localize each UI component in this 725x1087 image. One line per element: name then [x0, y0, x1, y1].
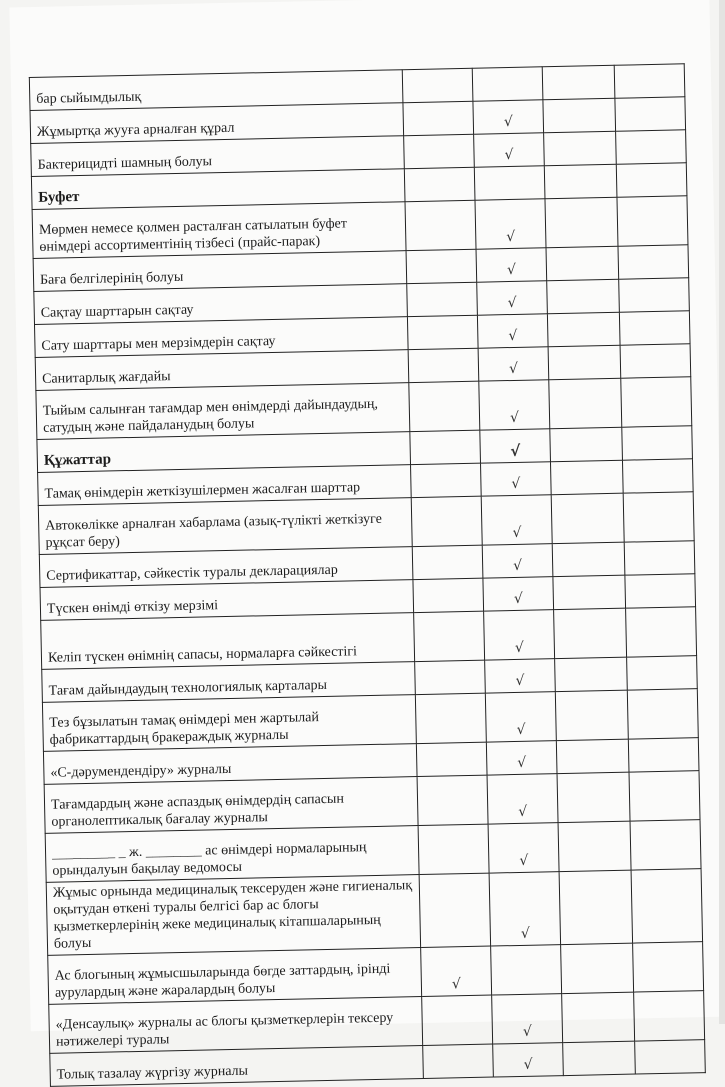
requirement-text: бар сыйымдылық [29, 70, 403, 111]
empty-cell [411, 496, 482, 546]
empty-cell [543, 98, 616, 133]
empty-cell [403, 101, 474, 135]
checkmark-cell: √ [474, 133, 545, 167]
requirement-text: Келіп түскен өнімнің сапасы, нормаларға сәйкестігі [41, 613, 415, 670]
empty-cell [419, 873, 491, 947]
requirement-text: Сертификаттар, сәйкестік туралы декларациялар [39, 547, 413, 588]
empty-cell [557, 772, 630, 822]
requirement-text: Мөрмен немесе қолмен расталған сатылатын буфет өнімдері ассортиментінің тізбесі (прайс-парак) [32, 202, 406, 259]
empty-cell [545, 197, 618, 247]
empty-cell [623, 492, 694, 542]
empty-cell [556, 739, 629, 774]
checkmark-cell: √ [476, 248, 547, 282]
requirement-text: Жұмыс орнында медициналық тексеруден және гигиеналық оқытудан өткені туралы белгісі бар ас блогы қызметкерлерінің жеке медициналық кітапшаларының болуы [46, 875, 420, 956]
checkmark-cell: √ [480, 429, 551, 463]
empty-cell [630, 820, 701, 870]
empty-cell [417, 775, 488, 825]
empty-cell [619, 278, 690, 312]
empty-cell [472, 67, 543, 101]
empty-cell [411, 463, 482, 497]
empty-cell [547, 279, 620, 314]
empty-cell [625, 574, 696, 608]
empty-cell [412, 545, 483, 579]
empty-cell [546, 246, 619, 281]
empty-cell [555, 690, 628, 740]
requirement-text: Тағам дайындаудың технологиялық карталары [42, 662, 416, 703]
empty-cell [422, 995, 493, 1045]
empty-cell [408, 348, 479, 382]
requirement-text: Түскен өнімді өткізу мерзімі [40, 580, 414, 621]
checkmark-cell: √ [493, 1043, 564, 1077]
empty-cell [416, 742, 487, 776]
requirement-text: Бактерицидті шамның болуы [31, 136, 405, 177]
empty-cell [413, 578, 484, 612]
empty-cell [554, 608, 627, 658]
requirement-text: Тыйым салынған тағамдар мен өнімдерді дайындаудың, сатудың және пайдаланудың болуы [36, 383, 410, 440]
empty-cell [616, 163, 687, 197]
empty-cell [620, 344, 691, 378]
checkmark-cell: √ [477, 281, 548, 315]
checkmark-cell: √ [478, 347, 549, 381]
empty-cell [407, 282, 478, 316]
checkmark-cell: √ [486, 741, 557, 775]
empty-cell [415, 693, 486, 743]
empty-cell [615, 97, 686, 131]
empty-cell [551, 493, 624, 543]
empty-cell [628, 738, 699, 772]
checkmark-cell: √ [482, 544, 553, 578]
requirement-text: Санитарлық жағдайы [35, 350, 409, 391]
empty-cell [552, 542, 625, 577]
empty-cell [622, 426, 693, 460]
section-title: Буфет [31, 169, 405, 210]
empty-cell [559, 870, 633, 944]
requirement-text: Сақтау шарттарын сақтау [34, 284, 408, 325]
empty-cell [404, 134, 475, 168]
requirement-text: Ас блогының жұмысшыларында бөгде заттардың, ірінді аурулардың және жаралардың болуы [48, 948, 422, 1005]
checkmark-cell: √ [485, 659, 556, 693]
empty-cell [633, 942, 704, 992]
empty-cell [626, 607, 697, 657]
empty-cell [406, 249, 477, 283]
empty-cell [405, 200, 476, 250]
empty-cell [618, 245, 689, 279]
empty-cell [547, 312, 620, 347]
requirement-text: Толық тазалау жүргізу журналы [50, 1046, 424, 1087]
empty-cell [553, 575, 626, 610]
empty-cell [621, 377, 692, 427]
empty-cell [544, 164, 617, 199]
checkmark-cell: √ [477, 314, 548, 348]
checkmark-cell: √ [484, 610, 555, 660]
checkmark-cell: √ [492, 994, 563, 1044]
empty-cell [550, 460, 623, 495]
checkmark-cell: √ [481, 462, 552, 496]
empty-cell [550, 427, 623, 462]
page-edge [719, 0, 725, 1024]
requirement-text: «С-дәрумендендіру» журналы [43, 744, 417, 785]
empty-cell [627, 656, 698, 690]
empty-cell [614, 64, 685, 98]
empty-cell [555, 657, 628, 692]
requirement-text: Тамақ өнімдерін жеткізушілермен жасалған шарттар [38, 465, 412, 506]
empty-cell [631, 869, 703, 943]
empty-cell [562, 992, 635, 1042]
requirement-text: Баға белгілерінің болуы [33, 251, 407, 292]
checkmark-cell: √ [489, 872, 561, 946]
empty-cell [616, 130, 687, 164]
empty-cell [414, 611, 485, 661]
requirement-text: Тез бұзылатын тамақ өнімдері мен жартылай фабрикаттардың бракераждық журналы [42, 695, 416, 752]
empty-cell [542, 65, 615, 100]
empty-cell [563, 1041, 636, 1076]
checkmark-cell: √ [488, 823, 559, 873]
checkmark-cell: √ [487, 774, 558, 824]
empty-cell [635, 1040, 706, 1074]
empty-cell [402, 68, 473, 102]
section-title: Құжаттар [37, 432, 411, 473]
empty-cell [624, 541, 695, 575]
requirement-text: Сату шарттары мен мерзімдерін сақтау [34, 317, 408, 358]
empty-cell [629, 771, 700, 821]
empty-cell [491, 945, 562, 995]
empty-cell [423, 1044, 494, 1078]
empty-cell [549, 378, 622, 428]
checkmark-cell: √ [483, 577, 554, 611]
inspection-checklist-table [29, 63, 706, 1087]
empty-cell [404, 167, 475, 201]
empty-cell [544, 131, 617, 166]
empty-cell [558, 821, 631, 871]
requirement-text: Автокөлікке арналған хабарлама (азық-түлікті жеткізуге рұқсат беру) [38, 498, 412, 555]
checkmark-cell: √ [481, 495, 552, 545]
checkmark-cell: √ [421, 946, 492, 996]
empty-cell [622, 459, 693, 493]
empty-cell [619, 311, 690, 345]
empty-cell [474, 166, 545, 200]
empty-cell [407, 315, 478, 349]
requirement-text: Жұмыртқа жууға арналған құрал [30, 103, 404, 144]
empty-cell [409, 381, 480, 431]
empty-cell [415, 660, 486, 694]
empty-cell [410, 430, 481, 464]
empty-cell [418, 824, 489, 874]
checkmark-cell: √ [485, 692, 556, 742]
empty-cell [627, 689, 698, 739]
checklist-row [46, 869, 702, 956]
checkmark-cell: √ [475, 199, 546, 249]
document-page [9, 0, 725, 1083]
requirement-text: «Денсаулық» журналы ас блогы қызметкерлерін тексеру нәтижелері туралы [49, 997, 423, 1054]
requirement-text: Тағамдардың және аспаздық өнімдердің сапасын органолептикалық бағалау журналы [44, 777, 418, 834]
empty-cell [634, 991, 705, 1041]
empty-cell [617, 196, 688, 246]
checklist-body [29, 64, 705, 1086]
checkmark-cell: √ [473, 100, 544, 134]
empty-cell [561, 943, 634, 993]
requirement-text: _________ _ ж. ________ ас өнімдері нормаларының орындалуын бақылау ведомосы [45, 826, 419, 883]
empty-cell [548, 345, 621, 380]
checkmark-cell: √ [479, 380, 550, 430]
